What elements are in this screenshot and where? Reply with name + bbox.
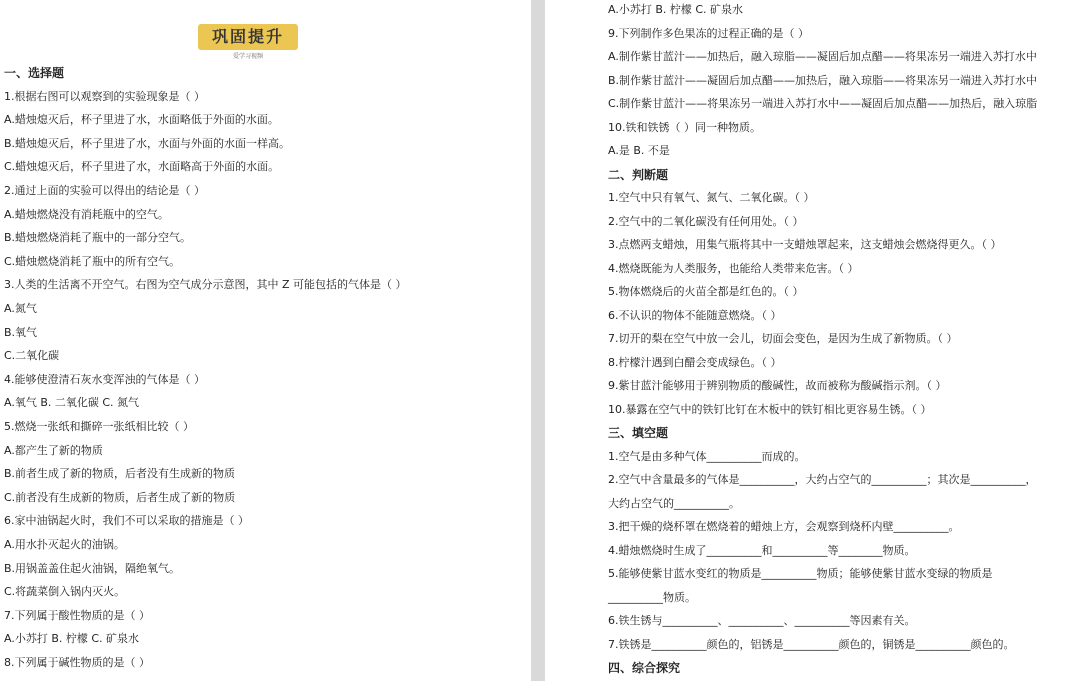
question-line: 4.燃烧既能为人类服务，也能给人类带来危害。（ ） (608, 261, 859, 275)
question-line: 5.能够使紫甘蓝水变红的物质是__________物质；能够使紫甘蓝水变绿的物质是 (608, 567, 993, 580)
question-line: 5.物体燃烧后的火苗全都是红色的。（ ） (608, 285, 804, 298)
right-page (545, 0, 1080, 681)
question-line: B.蜡烛熄灭后，杯子里进了水，水面与外面的水面一样高。 (4, 136, 291, 150)
question-line: B.前者生成了新的物质，后者没有生成新的物质 (4, 467, 236, 481)
question-line: 2.通过上面的实验可以得出的结论是（ ） (4, 184, 205, 197)
question-line: C.蜡烛熄灭后，杯子里进了水，水面略高于外面的水面。 (4, 160, 280, 174)
question-line: B.制作紫甘蓝汁——凝固后加点醋——加热后，融入琼脂——将果冻另一端进入苏打水中 (608, 73, 1038, 87)
question-line: C.制作紫甘蓝汁——将果冻另一端进入苏打水中——凝固后加点醋——加热后，融入琼脂 (608, 97, 1038, 110)
question-line: 4.蜡烛燃烧时生成了__________和__________等________物质。 (608, 543, 916, 557)
question-line: B.蜡烛燃烧消耗了瓶中的一部分空气。 (4, 231, 192, 245)
question-line: 6.家中油锅起火时，我们不可以采取的措施是（ ） (4, 514, 249, 528)
question-line: C.二氧化碳 (4, 349, 60, 363)
question-line: 6.不认识的物体不能随意燃烧。（ ） (608, 308, 782, 322)
question-line: C.蜡烛燃烧消耗了瓶中的所有空气。 (4, 254, 181, 268)
question-line: 10.暴露在空气中的铁钉比钉在木板中的铁钉相比更容易生锈。（ ） (608, 402, 932, 416)
question-line: 5.燃烧一张纸和撕碎一张纸相比较（ ） (4, 420, 194, 433)
question-line: 2.空气中的二氧化碳没有任何用处。（ ） (608, 214, 804, 228)
question-line: 10.铁和铁锈（ ）同一种物质。 (608, 120, 761, 134)
question-line: 1.空气中只有氧气、氮气、二氧化碳。（ ） (608, 191, 815, 204)
question-line: 1.根据右图可以观察到的实验现象是（ ） (4, 89, 205, 103)
question-line: C.前者没有生成新的物质，后者生成了新的物质 (4, 490, 236, 504)
question-line: 6.铁生锈与__________、__________、__________等因素有关。 (608, 614, 916, 627)
question-line: __________物质。 (608, 590, 696, 604)
question-line: 1.空气是由多种气体__________而成的。 (608, 449, 806, 463)
question-line: A.小苏打 B. 柠檬 C. 矿泉水 (4, 632, 140, 646)
question-line: A.都产生了新的物质 (4, 443, 103, 457)
question-line: 9.下列制作多色果冻的过程正确的是（ ） (608, 26, 809, 40)
section-heading: 三、填空题 (608, 426, 669, 440)
question-line: 8.下列属于碱性物质的是（ ） (4, 656, 150, 669)
question-line: 7.铁锈是__________颜色的，铝锈是__________颜色的，铜锈是__________颜色的。 (608, 637, 1015, 651)
question-line: B.氧气 (4, 325, 38, 339)
question-line: A.制作紫甘蓝汁——加热后，融入琼脂——凝固后加点醋——将果冻另一端进入苏打水中 (608, 50, 1037, 63)
question-line: 2.空气中含量最多的气体是__________，大约占空气的__________；其次是__________， (608, 473, 1037, 486)
section-heading: 二、判断题 (608, 167, 669, 182)
question-line: C.将蔬菜倒入锅内灭火。 (4, 585, 126, 599)
question-line: 大约占空气的__________。 (608, 496, 740, 510)
question-line: A.氧气 B. 二氧化碳 C. 氮气 (4, 396, 140, 410)
question-line: B.用锅盖盖住起火油锅，隔绝氧气。 (4, 561, 181, 575)
question-line: A.小苏打 B. 柠檬 C. 矿泉水 (608, 3, 744, 16)
question-line: 7.切开的梨在空气中放一会儿，切面会变色，是因为生成了新物质。（ ） (608, 332, 958, 345)
question-line: A.是 B. 不是 (608, 144, 670, 157)
section-heading: 四、综合探究 (608, 661, 681, 675)
banner-subtitle: 爱学习视频 (232, 53, 263, 60)
question-line: 3.把干燥的烧杯罩在燃烧着的蜡烛上方，会观察到烧杯内壁__________。 (608, 520, 960, 533)
question-line: A.蜡烛熄灭后，杯子里进了水，水面略低于外面的水面。 (4, 113, 279, 127)
question-line: 9.紫甘蓝汁能够用于辨别物质的酸碱性，故而被称为酸碱指示剂。（ ） (608, 379, 947, 392)
page-separator (531, 0, 545, 681)
question-line: 3.点燃两支蜡烛，用集气瓶将其中一支蜡烛罩起来，这支蜡烛会燃烧得更久。（ ） (608, 238, 1002, 251)
left-page (0, 0, 531, 681)
question-line: A.用水扑灭起火的油锅。 (4, 538, 125, 551)
question-line: A.氮气 (4, 302, 37, 315)
question-line: A.蜡烛燃烧没有消耗瓶中的空气。 (4, 207, 169, 221)
question-line: 4.能够使澄清石灰水变浑浊的气体是（ ） (4, 372, 205, 386)
question-line: 8.柠檬汁遇到白醋会变成绿色。（ ） (608, 355, 782, 369)
question-line: 7.下列属于酸性物质的是（ ） (4, 608, 150, 622)
section-heading: 一、选择题 (4, 66, 65, 80)
section-banner: 巩固提升 (198, 24, 298, 50)
question-line: 3.人类的生活离不开空气。右图为空气成分示意图，其中 Z 可能包括的气体是（ ） (4, 278, 407, 292)
